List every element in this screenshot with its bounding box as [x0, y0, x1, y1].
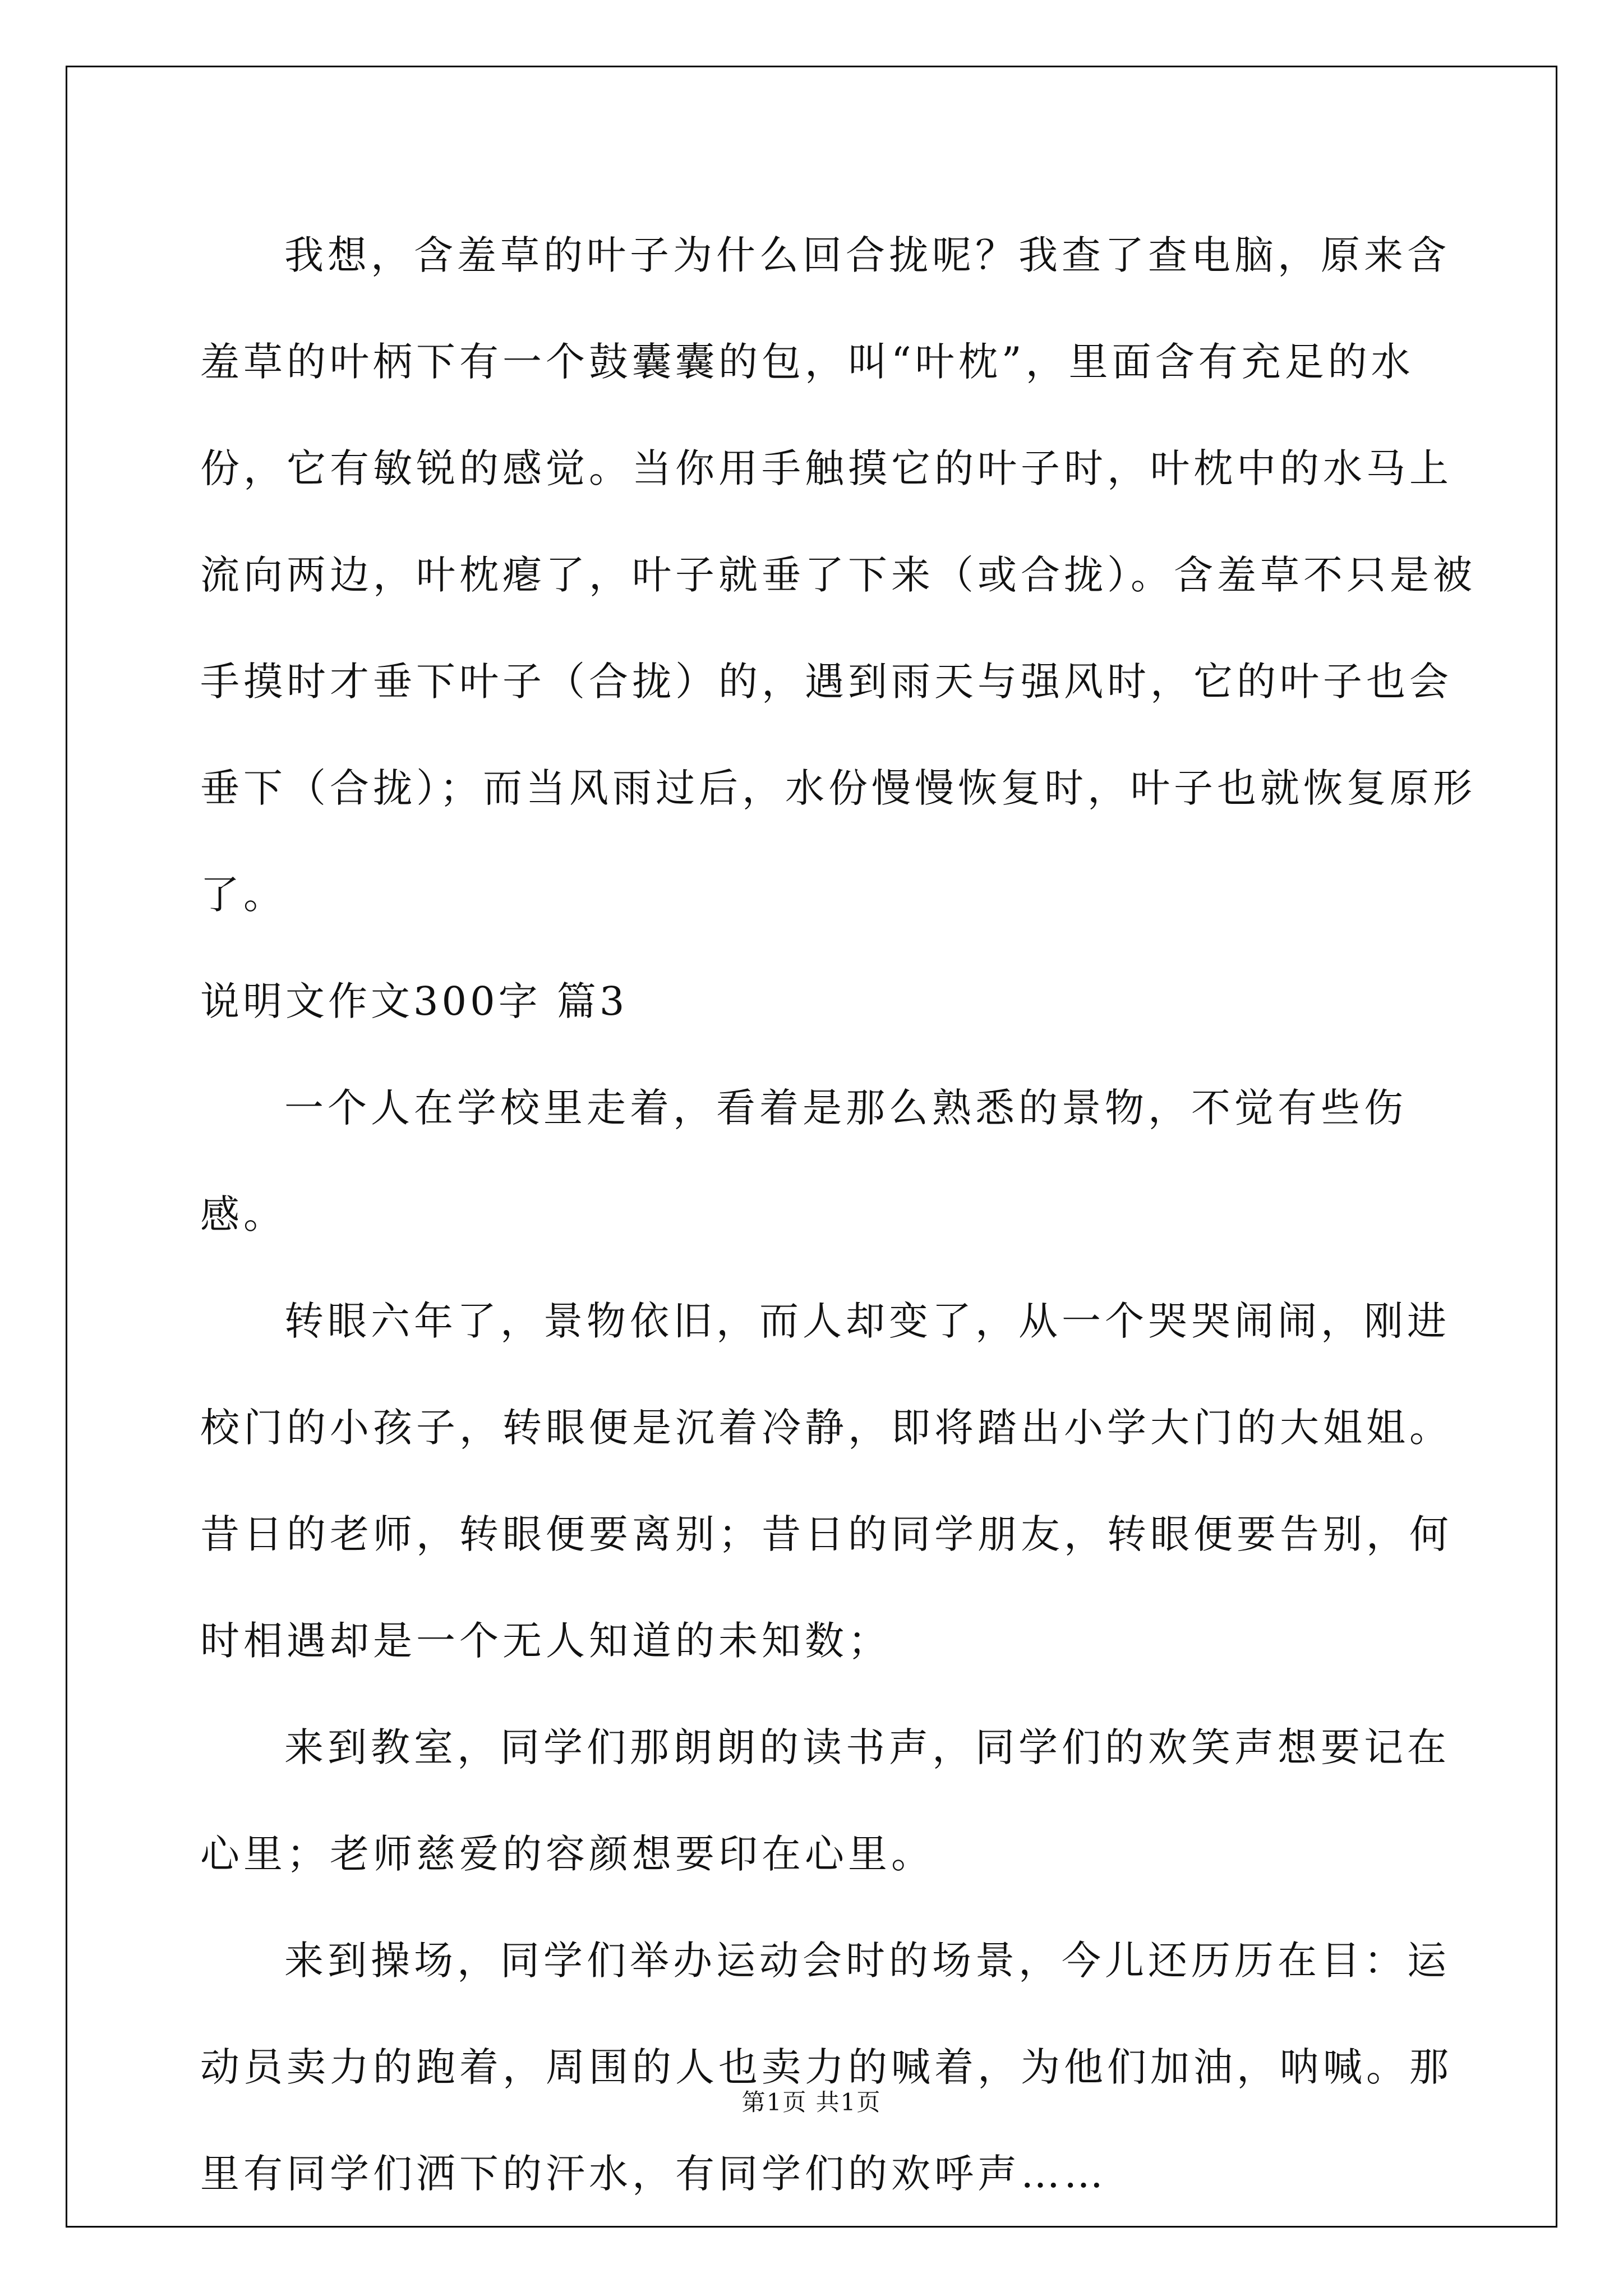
- section-heading: 说明文作文300字 篇3: [200, 978, 628, 1024]
- paragraph: 来到操场，同学们举办运动会时的场景，今儿还历历在目：运动员卖力的跑着，周围的人也卖力的喊着，为他们加油，呐喊。那里有同学们洒下的汗水，有同学们的欢呼声……: [200, 1938, 1453, 2197]
- paragraph: 来到教室，同学们那朗朗的读书声，同学们的欢笑声想要记在心里；老师慈爱的容颜想要印在心里。: [200, 1724, 1450, 1877]
- page-footer: 第1页 共1页: [741, 2088, 882, 2116]
- paragraph: 一个人在学校里走着，看着是那么熟悉的景物，不觉有些伤感。: [200, 1085, 1407, 1237]
- document-body: [200, 202, 1484, 2227]
- paragraph: 转眼六年了，景物依旧，而人却变了，从一个哭哭闹闹，刚进校门的小孩子，转眼便是沉着冷静，即将踏出小学大门的大姐姐。昔日的老师，转眼便要离别；昔日的同学朋友，转眼便要告别，何时相遇却是一个无人知道的未知数；: [200, 1298, 1453, 1664]
- paragraph: 我想，含羞草的叶子为什么回合拢呢？我查了查电脑，原来含羞草的叶柄下有一个鼓囊囊的包，叫“叶枕”，里面含有充足的水份，它有敏锐的感觉。当你用手触摸它的叶子时，叶枕中的水马上流向两边，叶枕瘪了，叶子就垂了下来（或合拢）。含羞草不只是被手摸时才垂下叶子（合拢）的，遇到雨天与强风时，它的叶子也会垂下（合拢）；而当风雨过后，水份慢慢恢复时，叶子也就恢复原形了。: [200, 232, 1476, 918]
